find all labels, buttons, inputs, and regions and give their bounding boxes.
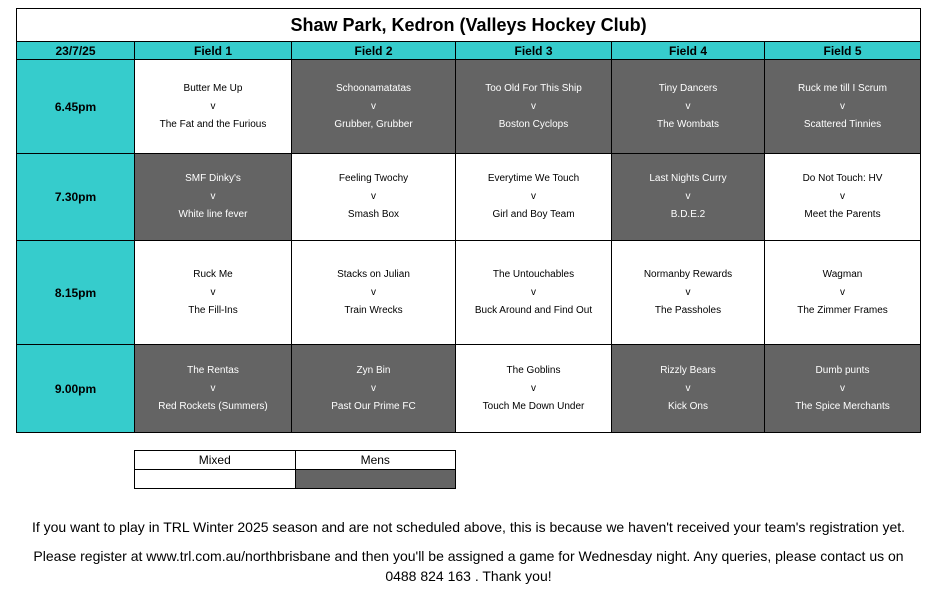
page-title: Shaw Park, Kedron (Valleys Hockey Club)	[17, 9, 920, 42]
legend-label-mixed: Mixed	[135, 451, 296, 470]
versus-label: v	[531, 382, 536, 394]
away-team: The Fat and the Furious	[159, 118, 267, 130]
away-team: Train Wrecks	[344, 304, 403, 316]
versus-label: v	[371, 286, 376, 298]
registration-notice: If you want to play in TRL Winter 2025 season and are not scheduled above, this is because we haven't received your team's registration yet.	[31, 519, 906, 535]
match-cell	[765, 241, 921, 345]
home-team: Tiny Dancers	[658, 82, 718, 94]
home-team: The Untouchables	[492, 268, 575, 280]
match-cell	[612, 241, 765, 345]
match-cell	[292, 60, 456, 154]
versus-label: v	[685, 191, 691, 202]
home-team: Ruck Me	[193, 268, 233, 280]
versus-label: v	[840, 100, 845, 112]
match-cell	[135, 60, 292, 154]
home-team: Rizzly Bears	[660, 364, 716, 376]
fixture-grid	[16, 41, 921, 433]
home-team: The Rentas	[187, 364, 239, 376]
match-cell	[765, 60, 921, 154]
time-slot-row	[17, 60, 921, 154]
away-team: Scattered Tinnies	[803, 118, 882, 130]
away-team: Girl and Boy Team	[492, 209, 575, 220]
versus-label: v	[210, 191, 216, 202]
home-team: Feeling Twochy	[338, 173, 409, 184]
legend	[134, 450, 456, 489]
home-team: Last Nights Curry	[649, 173, 727, 184]
field-header: Field 3	[456, 42, 612, 60]
home-team: Schoonamatatas	[335, 82, 412, 94]
away-team: Buck Around and Find Out	[474, 304, 593, 316]
time-slot: 8.15pm	[17, 241, 135, 345]
header-row	[17, 42, 921, 60]
field-header: Field 1	[135, 42, 292, 60]
match-cell	[292, 345, 456, 433]
versus-label: v	[531, 286, 536, 298]
home-team: The Goblins	[506, 364, 561, 376]
versus-label: v	[371, 191, 376, 202]
time-slot-row	[17, 154, 921, 241]
away-team: The Passholes	[654, 304, 722, 316]
away-team: Smash Box	[347, 209, 400, 220]
match-cell	[456, 241, 612, 345]
away-team: Red Rockets (Summers)	[158, 400, 268, 412]
match-cell	[765, 345, 921, 433]
away-team: Meet the Parents	[804, 209, 881, 220]
home-team: Dumb punts	[815, 364, 870, 376]
home-team: Too Old For This Ship	[485, 82, 582, 94]
versus-label: v	[685, 382, 691, 394]
legend-label-mens: Mens	[295, 451, 456, 470]
home-team: Stacks on Julian	[337, 268, 410, 280]
away-team: The Spice Merchants	[795, 400, 890, 412]
versus-label: v	[210, 382, 216, 394]
away-team: Boston Cyclops	[498, 118, 569, 130]
contact-notice: Please register at www.trl.com.au/northbrisbane and then you'll be assigned a game for Wednesday night. Any queries, please contact us on 0488 824 163 . Thank you!	[33, 548, 904, 584]
legend-swatch-mixed	[135, 470, 296, 489]
home-team: Do Not Touch: HV	[802, 173, 883, 184]
away-team: The Wombats	[656, 118, 720, 130]
time-slot-row	[17, 345, 921, 433]
match-cell	[292, 154, 456, 241]
home-team: Zyn Bin	[356, 364, 391, 376]
versus-label: v	[685, 100, 691, 112]
away-team: Kick Ons	[667, 400, 708, 412]
time-slot-row	[17, 241, 921, 345]
match-cell	[135, 345, 292, 433]
away-team: White line fever	[178, 209, 248, 220]
home-team: Butter Me Up	[183, 82, 243, 94]
versus-label: v	[371, 382, 376, 394]
time-slot: 9.00pm	[17, 345, 135, 433]
versus-label: v	[840, 382, 845, 394]
time-slot: 7.30pm	[17, 154, 135, 241]
versus-label: v	[685, 286, 691, 298]
match-cell	[612, 154, 765, 241]
match-cell	[135, 241, 292, 345]
home-team: Normanby Rewards	[643, 268, 733, 280]
versus-label: v	[840, 191, 845, 202]
versus-label: v	[371, 100, 376, 112]
date-header: 23/7/25	[17, 42, 135, 60]
match-cell	[456, 154, 612, 241]
away-team: The Fill-Ins	[188, 304, 238, 316]
versus-label: v	[210, 286, 216, 298]
field-header: Field 5	[765, 42, 921, 60]
versus-label: v	[840, 286, 845, 298]
schedule-table	[16, 8, 921, 432]
match-cell	[135, 154, 292, 241]
match-cell	[292, 241, 456, 345]
away-team: Touch Me Down Under	[482, 400, 585, 412]
away-team: The Zimmer Frames	[797, 304, 888, 316]
home-team: SMF Dinky's	[185, 173, 241, 184]
match-cell	[612, 60, 765, 154]
versus-label: v	[531, 191, 536, 202]
home-team: Everytime We Touch	[487, 173, 580, 184]
time-slot: 6.45pm	[17, 60, 135, 154]
match-cell	[765, 154, 921, 241]
match-cell	[456, 345, 612, 433]
away-team: B.D.E.2	[670, 209, 706, 220]
legend-swatch-mens	[295, 470, 456, 489]
home-team: Ruck me till I Scrum	[798, 82, 887, 94]
field-header: Field 2	[292, 42, 456, 60]
match-cell	[456, 60, 612, 154]
away-team: Grubber, Grubber	[334, 118, 413, 130]
home-team: Wagman	[822, 268, 863, 280]
field-header: Field 4	[612, 42, 765, 60]
match-cell	[612, 345, 765, 433]
versus-label: v	[210, 100, 216, 112]
away-team: Past Our Prime FC	[331, 400, 416, 412]
versus-label: v	[531, 100, 536, 112]
